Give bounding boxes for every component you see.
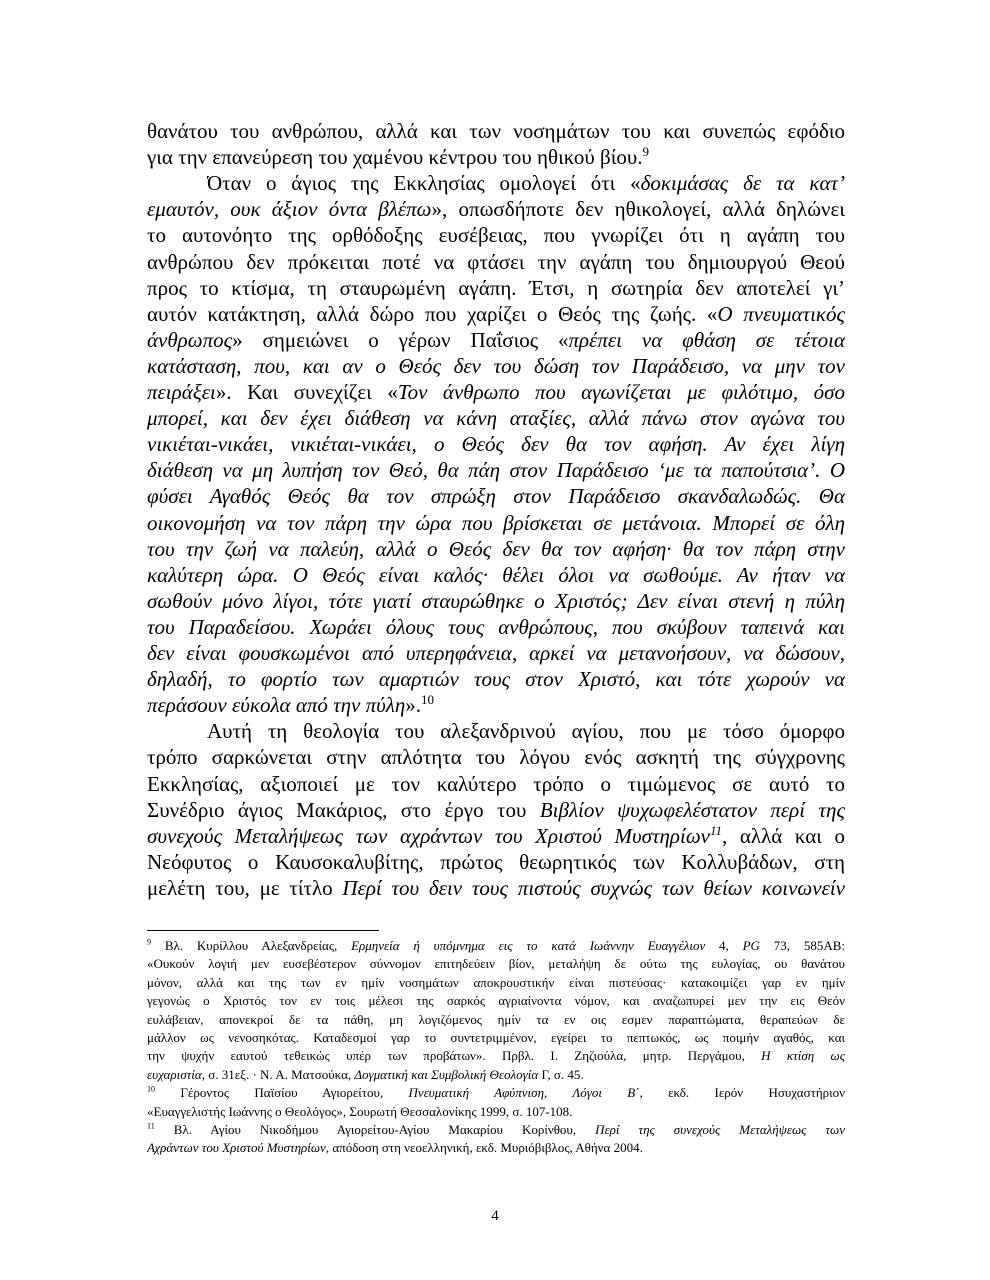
body-text-line bbox=[147, 405, 845, 431]
text-run: τρόπο σαρκώνεται στην απλότητα του λόγου ενός ασκητή της σύγχρονης bbox=[147, 745, 845, 770]
text-run: του Παραδείσου. Χωράει όλους τους ανθρώπους, που σκύβουν ταπεινά και bbox=[147, 614, 845, 639]
body-text-line bbox=[147, 483, 845, 509]
text-run: , σ. 31εξ. · Ν. Α. Ματσούκα, bbox=[201, 1066, 355, 1082]
text-run: ». bbox=[405, 693, 422, 718]
body-text-line bbox=[147, 588, 845, 614]
body-text-line bbox=[147, 640, 845, 666]
body-text-line bbox=[147, 849, 845, 875]
text-run: Περί του δειν τους πιστούς συχνώς των θείων κοινωνείν bbox=[342, 875, 845, 900]
body-text-line bbox=[147, 771, 845, 797]
text-run: ευλάβειαν, απονεκροί δε τα πάθη, μη λογιζόμενος ημίν τα εν οις εσμεν παραπτώματα, θεραπεύων δε bbox=[147, 1011, 845, 1027]
text-run: 4, bbox=[705, 938, 743, 953]
text-run: Πνευματική Αφύπνιση, Λόγοι Β΄ bbox=[408, 1085, 640, 1101]
body-text-line bbox=[147, 875, 845, 901]
body-text-line bbox=[147, 457, 845, 483]
text-run: Τον άνθρωπο που αγωνίζεται με φιλότιμο, όσο bbox=[397, 380, 845, 404]
text-run: προς το κτίσμα, τη σταυρωμένη αγάπη. Έτσι, η σωτηρία δεν αποτελεί γι’ bbox=[147, 275, 845, 300]
footnote-line bbox=[147, 1029, 845, 1047]
text-run: Περί της συνεχούς Μεταλήψεως των bbox=[595, 1122, 845, 1137]
text-run: δεν είναι φουσκωμένοι από υπερηφάνεια, αρκεί να μετανοήσουν, να δώσουν, bbox=[147, 641, 845, 665]
text-run: πειράξει bbox=[147, 380, 216, 404]
text-run: Νεόφυτος ο Καυσοκαλυβίτης, πρώτος θεωρητικός των Κολλυβάδων, στη bbox=[147, 849, 845, 874]
footnote-line bbox=[147, 1121, 845, 1139]
footnote-line bbox=[147, 1011, 845, 1029]
text-run: εμαυτόν, ουκ άξιον όντα βλέπω bbox=[147, 197, 432, 222]
text-run: περάσουν εύκολα από την πύλη bbox=[147, 693, 406, 718]
body-text-line bbox=[147, 222, 845, 248]
body-text-line bbox=[147, 301, 845, 327]
text-run: ευχαριστία bbox=[147, 1066, 202, 1082]
body-text-line bbox=[147, 666, 845, 692]
text-run: Γ, σ. 45. bbox=[538, 1066, 584, 1082]
body-text-line bbox=[147, 144, 845, 170]
text-run: για την επανεύρεση του χαμένου κέντρου του ηθικού βίου. bbox=[147, 145, 643, 170]
body-text-line bbox=[147, 431, 845, 457]
footnote-line bbox=[147, 1103, 845, 1121]
text-run: Βιβλίον ψυχωφελέστατον περί της bbox=[539, 797, 845, 822]
text-run: μελέτη του, με τίτλο bbox=[147, 875, 343, 900]
text-run: » σημειώνει ο γέρων Παΐσιος « bbox=[232, 327, 569, 352]
text-run: Ερμηνεία ή υπόμνημα εις το κατά Ιωάννην Ευαγγέλιον bbox=[351, 938, 706, 953]
text-run: κατάσταση, που, και αν ο Θεός δεν του δώση τον Παράδεισο, να μην τον bbox=[147, 353, 845, 378]
body-text-line bbox=[147, 823, 845, 849]
text-run: Βλ. Κυρίλλου Αλεξανδρείας, bbox=[151, 938, 352, 953]
text-run: ». Και συνεχίζει « bbox=[215, 380, 398, 404]
body-text-line bbox=[147, 797, 845, 823]
text-run: Δογματική και Συμβολική Θεολογία bbox=[354, 1066, 539, 1082]
text-run: Γέροντος Παϊσίου Αγιορείτου, bbox=[155, 1085, 409, 1101]
text-run: , απόδοση στη νεοελληνική, εκδ. Μυριόβιβλος, Αθήνα 2004. bbox=[325, 1140, 643, 1156]
body-text-line bbox=[147, 275, 845, 301]
footnote-line bbox=[147, 1066, 845, 1084]
text-run: διάθεση να μη λυπήση τον Θεό, θα πάη στον Παράδεισο ‘με τα παπούτσια’. Ο bbox=[147, 458, 845, 483]
text-run: , εκδ. Ιερόν Ησυχαστήριον bbox=[639, 1085, 845, 1101]
footnote-line bbox=[147, 955, 845, 973]
text-run: θανάτου του ανθρώπου, αλλά και των νοσημάτων του και συνεπώς εφόδιο bbox=[147, 119, 845, 143]
text-run: καλύτερη ώρα. Ο Θεός είναι καλός· θέλει όλοι να σωθούμε. Αν ήταν να bbox=[147, 562, 845, 587]
text-run: 73, 585ΑΒ: bbox=[759, 938, 845, 953]
footnote-ref: 11 bbox=[147, 1121, 155, 1131]
body-text-line bbox=[147, 327, 845, 353]
text-run: μπορεί, και δεν έχει διάθεση να κάνη αταξίες, αλλά πάνω στον αγώνα του bbox=[147, 406, 845, 431]
footnote-ref: 10 bbox=[147, 1084, 156, 1094]
text-run: αυτόν κατάκτηση, αλλά δώρο που χαρίζει ο Θεός της ζωής. « bbox=[147, 301, 718, 326]
text-run: PG bbox=[742, 938, 760, 953]
body-text-line bbox=[207, 170, 845, 196]
text-run: πρέπει να φθάση σε τέτοια bbox=[568, 327, 845, 352]
text-run: άνθρωπος bbox=[147, 327, 233, 352]
text-run: δοκιμάσας δε τα κατ’ bbox=[640, 171, 845, 196]
body-text-line bbox=[147, 510, 845, 536]
footnote-ref: 11 bbox=[709, 822, 723, 838]
footnote-line bbox=[147, 974, 845, 992]
text-run: συνεχούς Μεταλήψεως των αχράντων του Χριστού Μυστηρίων bbox=[147, 823, 710, 848]
body-text-line bbox=[147, 118, 845, 144]
body-text-line bbox=[147, 249, 845, 275]
body-text-line bbox=[147, 536, 845, 562]
text-run: Αχράντων του Χριστού Μυστηρίων bbox=[147, 1140, 326, 1156]
page-number: 4 bbox=[491, 1208, 499, 1224]
body-text-line bbox=[147, 614, 845, 640]
text-run: μόνον, αλλά και της των εν ημίν νοσημάτων αποκρουστικήν είναι πιστεύσας· κατακοιμίζει γαρ εν ημίν bbox=[147, 974, 845, 990]
text-run: μάλλον ως νενοσηκότας. Καταδεσμοί γαρ το συντετριμμένον, εγείρει το πεπτωκός, ως ποιμήν αγαθός, και bbox=[147, 1030, 845, 1045]
text-run: », οπωσδήποτε δεν ηθικολογεί, αλλά δηλώνει bbox=[431, 197, 845, 222]
text-run: του την ζωή να παλεύη, αλλά ο Θεός δεν θα τον αφήση· θα τον πάρη στην bbox=[147, 536, 845, 561]
text-run: φύσει Αγαθός Θεός θα τον σπρώξη στον Παράδεισο σκανδαλωδώς. Θα bbox=[147, 484, 845, 509]
text-run: το αυτονόητο της ορθόδοξης ευσέβειας, που γνωρίζει ότι η αγάπη του bbox=[147, 223, 845, 248]
text-run: δηλαδή, το φορτίο των αμαρτιών τους στον Χριστό, και τότε χωρούν να bbox=[147, 667, 845, 692]
body-text-line bbox=[147, 353, 845, 379]
footnote-ref: 9 bbox=[147, 937, 152, 947]
footnote-line bbox=[147, 1139, 845, 1157]
footnote-line bbox=[147, 1047, 845, 1065]
text-run: την ψυχήν εαυτού τεθεικώς υπέρ των προβάτων». Πρβλ. Ι. Ζηζιούλα, μητρ. Περγάμου, bbox=[147, 1048, 762, 1064]
body-text-line bbox=[147, 379, 845, 405]
text-run: Η κτίση ως bbox=[761, 1048, 845, 1064]
text-run: Βλ. Αγίου Νικοδήμου Αγιορείτου-Αγίου Μακαρίου Κορίνθου, bbox=[154, 1122, 596, 1137]
text-run: «Ουκούν λογιή μεν ευσεβέστερον σύννομον επιτηδεύειν βίον, μεταλήψη δε ούτω της ευλογίας, ου θανάτου bbox=[147, 956, 845, 972]
text-run: οικονομήση να τον πάρη την ώρα που βρίσκεται σε μετάνοια. Μπορεί σε όλη bbox=[147, 510, 845, 535]
footnote-ref: 9 bbox=[642, 144, 650, 160]
text-run: Εκκλησίας, αξιοποιεί με τον καλύτερο τρόπο ο τιμώμενος σε αυτό το bbox=[147, 771, 845, 796]
text-run: Όταν ο άγιος της Εκκλησίας ομολογεί ότι « bbox=[207, 171, 641, 196]
text-run: ανθρώπου δεν πρόκειται ποτέ να φτάσει την αγάπη του δημιουργού Θεού bbox=[147, 249, 845, 274]
body-text-line bbox=[147, 692, 845, 718]
footnote-ref: 10 bbox=[421, 692, 435, 708]
footnote-line bbox=[147, 1084, 845, 1102]
body-text-line bbox=[147, 196, 845, 222]
footnote-line bbox=[147, 937, 845, 955]
text-run: Ο πνευματικός bbox=[717, 301, 845, 326]
text-run: Αυτή τη θεολογία του αλεξανδρινού αγίου, που με τόσο όμορφο bbox=[207, 719, 845, 744]
text-run: Συνέδριο άγιος Μακάριος, στο έργο του bbox=[147, 797, 540, 822]
text-run: σωθούν μόνο λίγοι, τότε γιατί σταυρώθηκε ο Χριστός; Δεν είναι στενή η πύλη bbox=[147, 588, 845, 613]
body-text-line bbox=[207, 718, 845, 744]
text-run: γεγονώς ο Χριστός τον εν τοις μέλεσι της σαρκός αγριαίνοντα νόμον, και αναζωπυρεί μεν την εις Θεόν bbox=[147, 993, 845, 1009]
body-text-line bbox=[147, 562, 845, 588]
text-run: νικιέται-νικάει, νικιέται-νικάει, ο Θεός δεν θα τον αφήση. Αν έχει λίγη bbox=[147, 432, 845, 457]
footnote-line bbox=[147, 992, 845, 1010]
body-text-line bbox=[147, 744, 845, 770]
footnote-separator bbox=[147, 930, 379, 931]
text-run: , αλλά και ο bbox=[722, 823, 845, 848]
text-run: «Ευαγγελιστής Ιωάννης ο Θεολόγος», Σουρωτή Θεσσαλονίκης 1999, σ. 107-108. bbox=[147, 1103, 573, 1119]
